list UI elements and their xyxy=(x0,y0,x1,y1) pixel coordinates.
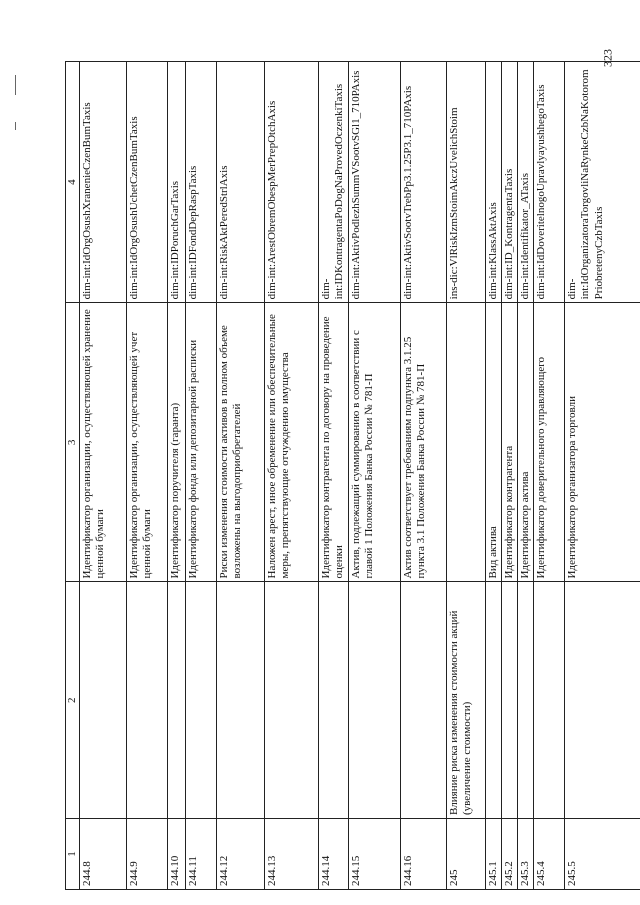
row-number-cell: 244.10 xyxy=(168,819,186,890)
name-cell xyxy=(446,303,485,582)
group-cell xyxy=(485,582,501,819)
row-number-cell: 244.8 xyxy=(80,819,127,890)
name-cell: Идентификатор доверительного управляющего xyxy=(534,303,565,582)
code-cell: dim-int:IdOrgOsushXranenieCzenBumTaxis xyxy=(80,62,127,303)
row-number-cell: 244.14 xyxy=(319,819,348,890)
column-header: 2 xyxy=(66,582,80,819)
group-cell xyxy=(348,582,400,819)
name-cell: Идентификатор контрагента xyxy=(501,303,517,582)
taxonomy-table xyxy=(65,61,640,890)
table-row xyxy=(501,62,517,890)
column-header: 1 xyxy=(66,819,80,890)
code-cell: dim-int:AktivSootvTrebPp3.1.25P3.1_710PAxis xyxy=(400,62,446,303)
column-header: 4 xyxy=(66,62,80,303)
table-row xyxy=(127,62,168,890)
table-row xyxy=(400,62,446,890)
name-cell: Актив, подлежащий суммированию в соответствии с главой 1 Положения Банка России № 781-П xyxy=(348,303,400,582)
table-row xyxy=(485,62,501,890)
table-row xyxy=(517,62,533,890)
row-number-cell: 245.2 xyxy=(501,819,517,890)
group-cell xyxy=(186,582,217,819)
table-row xyxy=(80,62,127,890)
code-cell: dim-int:IdOrgOsushUchetCzenBumTaxis xyxy=(127,62,168,303)
row-number-cell: 245 xyxy=(446,819,485,890)
column-header: 3 xyxy=(66,303,80,582)
code-cell: dim-int:ID_KontragentaTaxis xyxy=(501,62,517,303)
code-cell: dim-int:IdOrganizatoraTorgovliNaRynkeCzbNaKotoromPriobretenyCzbTaxis xyxy=(565,62,640,303)
row-number-cell: 245.1 xyxy=(485,819,501,890)
table-row xyxy=(186,62,217,890)
name-cell: Идентификатор организации, осуществляющей хранение ценной бумаги xyxy=(80,303,127,582)
group-cell xyxy=(217,582,265,819)
scan-mark xyxy=(15,122,16,130)
group-cell xyxy=(80,582,127,819)
group-cell xyxy=(501,582,517,819)
code-cell: dim-int:ArestObremObespMerPrepOtchAxis xyxy=(265,62,319,303)
row-number-cell: 244.16 xyxy=(400,819,446,890)
row-number-cell: 244.11 xyxy=(186,819,217,890)
row-number-cell: 244.9 xyxy=(127,819,168,890)
name-cell: Идентификатор поручителя (гаранта) xyxy=(168,303,186,582)
code-cell: dim-int:RiskAktPeredStrlAxis xyxy=(217,62,265,303)
code-cell: dim-int:IDFondDepRaspTaxis xyxy=(186,62,217,303)
group-cell xyxy=(127,582,168,819)
row-number-cell: 244.12 xyxy=(217,819,265,890)
name-cell: Идентификатор актива xyxy=(517,303,533,582)
table-row xyxy=(565,62,640,890)
row-number-cell: 245.5 xyxy=(565,819,640,890)
group-cell xyxy=(565,582,640,819)
code-cell: dim-int:IDPoruchGarTaxis xyxy=(168,62,186,303)
row-number-cell: 244.15 xyxy=(348,819,400,890)
row-number-cell: 244.13 xyxy=(265,819,319,890)
name-cell: Идентификатор фонда или депозитарной расписки xyxy=(186,303,217,582)
code-cell: dim-int:KlassAktAxis xyxy=(485,62,501,303)
name-cell: Актив соответствует требованиям подпункта 3.1.25 пункта 3.1 Положения Банка России № 781-П xyxy=(400,303,446,582)
table-row xyxy=(265,62,319,890)
table-row xyxy=(168,62,186,890)
code-cell: dim-int:Identifikator_ATaxis xyxy=(517,62,533,303)
group-cell xyxy=(517,582,533,819)
table-row xyxy=(348,62,400,890)
name-cell: Наложен арест, иное обременение или обеспечительные меры, препятствующие отчуждению имущества xyxy=(265,303,319,582)
group-cell xyxy=(534,582,565,819)
code-cell: dim-int:IdDoveritelnogoUpravlyayushhegoTaxis xyxy=(534,62,565,303)
name-cell: Риски изменения стоимости активов в полном объеме возложены на выгодоприобретателей xyxy=(217,303,265,582)
code-cell: ins-dic:VlRiskIzmStoimAkczUvelichStoim xyxy=(446,62,485,303)
row-number-cell: 245.4 xyxy=(534,819,565,890)
table-body xyxy=(66,62,640,890)
row-number-cell: 245.3 xyxy=(517,819,533,890)
table-row xyxy=(446,62,485,890)
code-cell: dim-int:AktivPodlezhSummVSootvSGl1_710PAxis xyxy=(348,62,400,303)
group-cell xyxy=(265,582,319,819)
group-cell xyxy=(400,582,446,819)
header-row xyxy=(66,62,80,890)
group-cell xyxy=(319,582,348,819)
group-cell: Влияние риска изменения стоимости акций (увеличение стоимости) xyxy=(446,582,485,819)
name-cell: Идентификатор контрагента по договору на проведение оценки xyxy=(319,303,348,582)
table-row xyxy=(217,62,265,890)
name-cell: Идентификатор организации, осуществляющей учет ценной бумаги xyxy=(127,303,168,582)
name-cell: Идентификатор организатора торговли xyxy=(565,303,640,582)
page-number: 323 xyxy=(600,49,615,67)
table-row xyxy=(534,62,565,890)
rotated-table-container xyxy=(65,61,605,890)
scan-mark xyxy=(15,75,16,95)
group-cell xyxy=(168,582,186,819)
name-cell: Вид актива xyxy=(485,303,501,582)
table-row xyxy=(319,62,348,890)
code-cell: dim-int:IDKontragentaPoDogNaProvedOczenkiTaxis xyxy=(319,62,348,303)
